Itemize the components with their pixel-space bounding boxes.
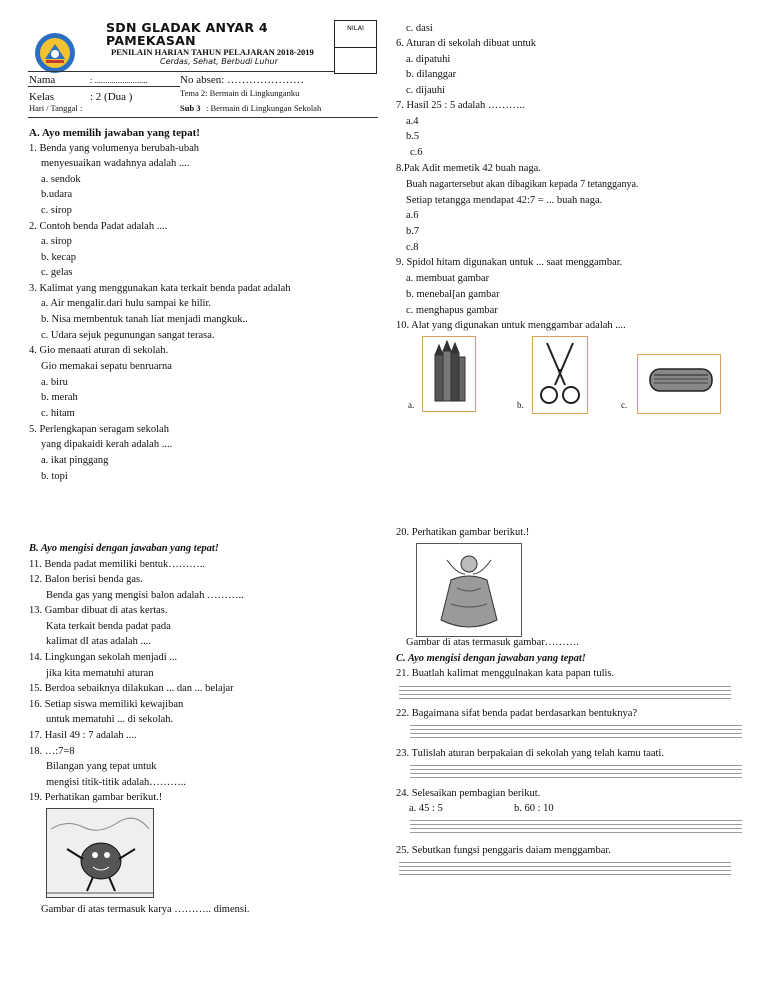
subtheme-value: : Bermain di Lingkungan Sekolah bbox=[206, 103, 322, 113]
q20-caption: Gambar di atas termasuk gambar………. bbox=[406, 637, 579, 648]
class-value: : 2 (Dua ) bbox=[90, 91, 133, 103]
qa-line: c. gelas bbox=[41, 267, 73, 278]
qa-line: Buah nagartersebut akan dibagikan kepada 7 tetangganya. bbox=[406, 179, 639, 190]
option-a-label: a. bbox=[408, 400, 415, 410]
qb-line: 18. …:7=8 bbox=[29, 746, 75, 757]
qb-line: 17. Hasil 49 : 7 adalah .... bbox=[29, 730, 137, 741]
qa-line: 1. Benda yang volumenya berubah-ubah bbox=[29, 143, 199, 154]
qa-line: a. ikat pinggang bbox=[41, 455, 109, 466]
qb-line: kalimat dI atas adalah .... bbox=[46, 636, 151, 647]
qb-line: 19. Perhatikan gambar berikut.! bbox=[29, 792, 163, 803]
qa-line: a. dipatuhi bbox=[406, 54, 451, 65]
qa-line: a. biru bbox=[41, 377, 68, 388]
qa-line: a. Air mengalir.dari hulu sampai ke hilir. bbox=[41, 298, 212, 309]
qa-line: a. membuat gambar bbox=[406, 273, 490, 284]
qa-line: Gio memakai sepatu benruarna bbox=[41, 361, 172, 372]
qa-line: c.6 bbox=[410, 147, 423, 158]
score-label: NILAI bbox=[347, 24, 364, 32]
qa-line: b. Nisa membentuk tanah liat menjadi mangkuk.. bbox=[41, 314, 248, 325]
qa-line: c. dijauhi bbox=[406, 85, 446, 96]
q22-answer-lines[interactable] bbox=[410, 725, 742, 741]
qb-line: Kata terkait benda padat pada bbox=[46, 621, 171, 632]
q21-answer-lines[interactable] bbox=[399, 686, 731, 702]
pencil-case-image bbox=[637, 354, 721, 414]
exam-title: PENILAIN HARIAN TAHUN PELAJARAN 2018-2019 bbox=[111, 47, 314, 57]
monster-drawing-image bbox=[46, 808, 154, 898]
qa-line: a. sirop bbox=[41, 236, 72, 247]
q22-text: 22. Bagaimana sifat benda padat berdasarkan bentuknya? bbox=[396, 708, 638, 719]
qb-line: 13. Gambar dibuat di atas kertas. bbox=[29, 605, 168, 616]
q25-answer-lines[interactable] bbox=[399, 862, 731, 878]
qb-line: 14. Lingkungan sekolah menjadi ... bbox=[29, 652, 178, 663]
qa-line: a.6 bbox=[406, 210, 419, 221]
q19-caption: Gambar di atas termasuk karya ……….. dimensi. bbox=[41, 904, 250, 915]
option-b-label: b. bbox=[517, 400, 524, 410]
qa-line: 3. Kalimat yang menggunakan kata terkait benda padat adalah bbox=[29, 283, 291, 294]
qa-line: b. kecap bbox=[41, 252, 76, 263]
name-field[interactable]: : ......................... bbox=[90, 75, 148, 85]
q21-text: 21. Buatlah kalimat menggulnakan kata papan tulis. bbox=[396, 668, 615, 679]
qa-line: yang dipakaidi kerah adalah .... bbox=[41, 439, 173, 450]
school-name: SDN GLADAK ANYAR 4 bbox=[106, 20, 268, 35]
qa-line: c. menghapus gambar bbox=[406, 305, 498, 316]
qa-line: 7. Hasil 25 : 5 adalah ……….. bbox=[396, 100, 525, 111]
qa-line: 2. Contoh benda Padat adalah .... bbox=[29, 221, 168, 232]
q23-answer-lines[interactable] bbox=[410, 765, 742, 781]
school-city: PAMEKASAN bbox=[106, 33, 196, 48]
qa-line: c. dasi bbox=[406, 23, 433, 34]
qa-line: b. dilanggar bbox=[406, 69, 457, 80]
qa-line: b.5 bbox=[406, 131, 420, 142]
qa-line: Setiap tetangga mendapat 42:7 = ... buah naga. bbox=[406, 195, 603, 206]
qa-line: b. menebal[an gambar bbox=[406, 289, 500, 300]
subtheme-label: Sub 3 bbox=[180, 103, 201, 113]
qa-line: a. sendok bbox=[41, 174, 81, 185]
qa-line: b. merah bbox=[41, 392, 78, 403]
qb-line: 16. Setiap siswa memiliki kewajiban bbox=[29, 699, 184, 710]
section-b-heading: B. Ayo mengisi dengan jawaban yang tepat! bbox=[29, 543, 219, 554]
section-a-heading: A. Ayo memilih jawaban yang tepat! bbox=[29, 127, 200, 139]
section-c-heading: C. Ayo mengisi dengan jawaban yang tepat! bbox=[396, 653, 586, 664]
qb-line: 15. Berdoa sebaiknya dilakukan ... dan ... belajar bbox=[29, 683, 234, 694]
qa-line: c. Udara sejuk pegunungan sangat terasa. bbox=[41, 330, 215, 341]
school-logo bbox=[34, 32, 76, 74]
qa-line: b.udara bbox=[41, 189, 73, 200]
qa-line: 4. Gio menaati aturan di sekolah. bbox=[29, 345, 169, 356]
qb-line: mengisi titik-titik adalah……….. bbox=[46, 777, 186, 788]
qa-line: c. sirop bbox=[41, 205, 72, 216]
qb-line: 12. Balon berisi benda gas. bbox=[29, 574, 143, 585]
qa-line: b.7 bbox=[406, 226, 420, 237]
qa-line: 10. Alat yang digunakan untuk menggambar adalah .... bbox=[396, 320, 626, 331]
class-label: Kelas bbox=[29, 91, 55, 103]
qa-line: 9. Spidol hitam digunakan untuk ... saat menggambar. bbox=[396, 257, 623, 268]
qb-line: untuk mematuhi ... di sekolah. bbox=[46, 714, 174, 725]
qb-line: Benda gas yang mengisi balon adalah ……….. bbox=[46, 590, 244, 601]
angel-drawing-image bbox=[416, 543, 522, 637]
q25-text: 25. Sebutkan fungsi penggaris daiam menggambar. bbox=[396, 845, 611, 856]
option-c-label: c. bbox=[621, 400, 628, 410]
qa-line: b. topi bbox=[41, 471, 68, 482]
q23-text: 23. Tulislah aturan berpakaian di sekolah yang telah kamu taati. bbox=[396, 748, 664, 759]
theme-label: Tema 2: Bermain di Lingkunganku bbox=[180, 88, 300, 98]
q24b-text: b. 60 : 10 bbox=[514, 803, 554, 814]
qa-line: 8.Pak Adit memetik 42 buah naga. bbox=[396, 163, 541, 174]
qa-line: a.4 bbox=[406, 116, 419, 127]
q24-text: 24. Selesaikan pembagian berikut. bbox=[396, 788, 541, 799]
score-box bbox=[334, 20, 377, 74]
scissors-image bbox=[532, 336, 588, 414]
qb-line: 11. Benda padat memiliki bentuk……….. bbox=[29, 559, 206, 570]
qb-line: jika kita mematuhi aturan bbox=[46, 668, 154, 679]
qb-line: Bilangan yang tepat untuk bbox=[46, 761, 157, 772]
date-label: Hari / Tanggal : bbox=[29, 103, 83, 113]
q24-answer-lines[interactable] bbox=[410, 820, 742, 836]
qa-line: 6. Aturan di sekolah dibuat untuk bbox=[396, 38, 536, 49]
school-motto: Cerdas, Sehat, Berbudi Luhur bbox=[160, 57, 278, 66]
crayons-image bbox=[422, 336, 476, 412]
q20-text: 20. Perhatikan gambar berikut.! bbox=[396, 527, 530, 538]
qa-line: c. hitam bbox=[41, 408, 75, 419]
qa-line: c.8 bbox=[406, 242, 419, 253]
name-label: Nama bbox=[29, 74, 56, 86]
absen-field[interactable]: No absen: ………………… bbox=[180, 74, 305, 86]
q24a-text: a. 45 : 5 bbox=[409, 803, 443, 814]
qa-line: 5. Perlengkapan seragam sekolah bbox=[29, 424, 169, 435]
qa-line: menyesuaikan wadahnya adalah .... bbox=[41, 158, 190, 169]
